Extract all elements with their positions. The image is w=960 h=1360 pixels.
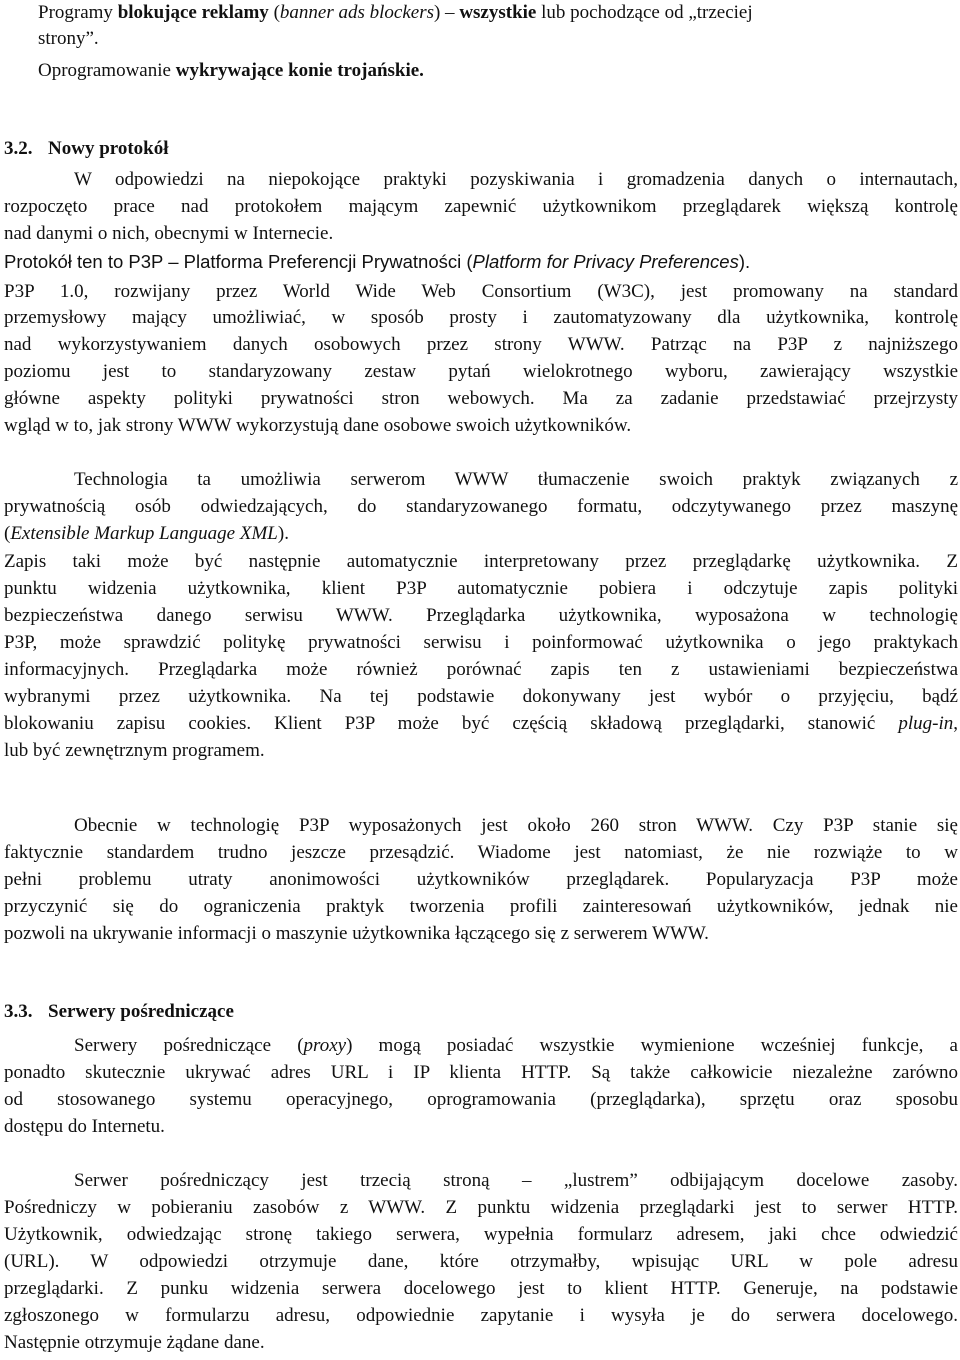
paragraph-line: Obecnie w technologię P3P wyposażonych jest około 260 stron WWW. Czy P3P stanie się [74,815,958,836]
paragraph-line: lub być zewnętrznym programem. [4,740,265,761]
paragraph-line: nad wykorzystywaniem danych osobowych przez strony WWW. Patrząc na P3P z najniższego [4,334,958,355]
paragraph-line: wgląd w to, jak strony WWW wykorzystują dane osobowe swoich użytkowników. [4,415,632,436]
section-number: 3.2. [4,138,33,159]
italic-text: plug-in [898,713,954,734]
paragraph-line: pełni problemu utraty anonimowości użytkowników przeglądarek. Popularyzacja P3P może [4,869,958,890]
bold-text: blokujące reklamy [117,2,269,23]
list-item: Oprogramowanie wykrywające konie trojańskie. [38,58,958,84]
bold-text: wszystkie [459,2,537,23]
paragraph-line: (Extensible Markup Language XML). [4,523,289,544]
list-item: Programy blokujące reklamy (banner ads blockers) – wszystkie lub pochodzące od „trzeciej [38,0,958,26]
paragraph-line: Użytkownik, odwiedzając stronę takiego serwera, wypełnia formularz adresem, jaki chce odwiedzić [4,1224,958,1245]
paragraph-line: główne aspekty polityki prywatności stron webowych. Ma za zadanie przedstawiać przejrzysty [4,388,958,409]
bold-text: wykrywające konie trojańskie. [175,60,424,81]
paragraph-line: Zapis taki może być następnie automatycznie interpretowany przez przeglądarkę użytkownika. Z [4,551,958,572]
paragraph-line: bezpieczeństwa danego serwisu WWW. Przeglądarka użytkownika, wyposażona w technologię [4,605,958,626]
paragraph-line: wybranymi przez użytkownika. Na tej podstawie dokonywany jest wybór o przyjęciu, bądź [4,686,958,707]
paragraph-line: pozwoli na ukrywanie informacji o maszynie użytkownika łączącego się z serwerem WWW. [4,923,709,944]
paragraph-line: ponadto skutecznie ukrywać adres URL i IP klienta HTTP. Są także całkowicie niezależne zarówno [4,1062,958,1083]
paragraph-line: przemysłowy mający umożliwiać, w sposób prosty i zautomatyzowany dla użytkownika, kontrolę [4,307,958,328]
paragraph-line: (URL). W odpowiedzi otrzymuje dane, które otrzymałby, wpisując URL w pole adresu [4,1251,958,1272]
italic-text: Extensible Markup Language XML [10,523,278,544]
section-heading-3-3 [4,999,234,1025]
paragraph-line: Serwer pośredniczący jest trzecią stroną – „lustrem” odbijającym docelowe zasoby. [74,1170,958,1191]
section-title: Serwery pośredniczące [48,1001,234,1022]
paragraph-line: przyczynić się do ograniczenia praktyk tworzenia profili zainteresowań użytkowników, jednak nie [4,896,958,917]
paragraph-line: Serwery pośredniczące (proxy) mogą posiadać wszystkie wymienione wcześniej funkcje, a [74,1035,958,1056]
section-heading-3-2 [4,136,169,162]
section-title: Nowy protokół [48,138,169,159]
italic-text: proxy [303,1035,347,1056]
paragraph-line: W odpowiedzi na niepokojące praktyki pozyskiwania i gromadzenia danych o internautach, [74,169,958,190]
paragraph-line: Następnie otrzymuje żądane dane. [4,1332,265,1353]
section-number: 3.3. [4,1001,33,1022]
paragraph-line: dostępu do Internetu. [4,1116,165,1137]
paragraph-line: punktu widzenia użytkownika, klient P3P automatycznie pobiera i odczytuje zapis polityki [4,578,958,599]
paragraph-line: rozpoczęto prace nad protokołem mającym zapewnić użytkownikom przeglądarek większą kontrolę [4,196,958,217]
paragraph-line: przeglądarki. Z punku widzenia serwera docelowego jest to klient HTTP. Generuje, na podstawie [4,1278,958,1299]
list-item-continuation: strony”. [38,28,99,49]
paragraph-line: P3P, może sprawdzić politykę prywatności serwisu i poinformować użytkownika o jego praktykach [4,632,958,653]
paragraph-line: Technologia ta umożliwia serwerom WWW tłumaczenie swoich praktyk związanych z [74,469,958,490]
paragraph-line: Pośredniczy w pobieraniu zasobów z WWW. Z punktu widzenia przeglądarki jest to serwer HTTP. [4,1197,958,1218]
paragraph-line: blokowaniu zapisu cookies. Klient P3P może być częścią składową przeglądarki, stanowić plug-in, [4,713,958,734]
paragraph-line: prywatnością osób odwiedzających, do standaryzowanego formatu, odczytywanego przez maszynę [4,496,958,517]
paragraph-line: od stosowanego systemu operacyjnego, oprogramowania (przeglądarka), sprzętu oraz sposobu [4,1089,958,1110]
italic-text: banner ads blockers [279,2,434,23]
paragraph-line: Protokół ten to P3P – Platforma Preferencji Prywatności (Platform for Privacy Preferences). [4,251,751,272]
paragraph-line: faktycznie standardem trudno jeszcze przesądzić. Wiadome jest natomiast, że nie rozwiąże to w [4,842,958,863]
paragraph-line: nad danymi o nich, obecnymi w Internecie. [4,223,334,244]
paragraph-line: zgłoszonego w formularzu adresu, odpowiednie zapytanie i wysyła je do serwera docelowego. [4,1305,958,1326]
italic-text: Platform for Privacy Preferences [472,251,739,272]
paragraph-line: poziomu jest to standaryzowany zestaw pytań wielokrotnego wyboru, zawierający wszystkie [4,361,958,382]
paragraph-line: P3P 1.0, rozwijany przez World Wide Web Consortium (W3C), jest promowany na standard [4,281,958,302]
paragraph-line: informacyjnych. Przeglądarka może również porównać zapis ten z ustawieniami bezpieczeństwa [4,659,958,680]
